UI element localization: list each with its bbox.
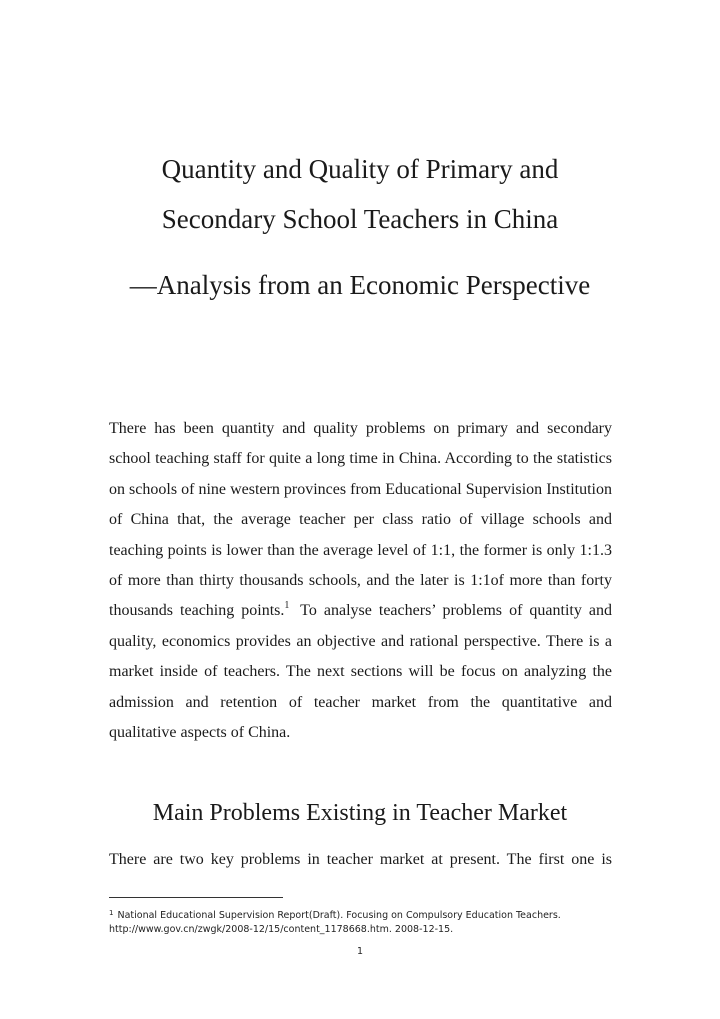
footnote xyxy=(109,906,629,937)
intro-text-part-2: To analyse teachers’ problems of quantity and quality, economics provides an objective and rational perspective. There is a market inside of teachers. The next sections will be focus on analyzing the admission and retention of teacher market from the quantitative and qualitative aspects of China. xyxy=(109,602,613,742)
intro-paragraph xyxy=(109,414,612,748)
title-line-1: Quantity and Quality of Primary and xyxy=(161,154,559,184)
footnote-line-1 xyxy=(109,906,629,923)
section-paragraph-start: There are two key problems in teacher market at present. The first one is xyxy=(109,851,612,868)
intro-text-part-1: There has been quantity and quality problems on primary and secondary school teaching staff for quite a long time in China. According to the statistics on schools of nine western provinces from Educational Supervision Institution of China that, the average teacher per class ratio of village schools and teaching points is lower than the average level of 1:1, the former is only 1:1.3 of more than thirty thousands schools, and the later is 1:1of more than forty thousands teaching points. xyxy=(109,420,612,620)
subtitle: —Analysis from an Economic Perspective xyxy=(129,270,591,300)
footnote-url: http://www.gov.cn/zwgk/2008-12/15/content_1178668.htm. 2008-12-15. xyxy=(109,924,454,935)
footnote-separator xyxy=(109,897,283,898)
footnote-citation: National Educational Supervision Report(Draft). Focusing on Compulsory Education Teachers. xyxy=(117,910,561,921)
footnote-number: 1 xyxy=(109,909,114,917)
title-line-2: Secondary School Teachers in China xyxy=(161,204,559,234)
footnote-reference[interactable]: 1 xyxy=(284,600,290,612)
section-heading: Main Problems Existing in Teacher Market xyxy=(152,800,568,826)
page-number: 1 xyxy=(356,946,364,957)
